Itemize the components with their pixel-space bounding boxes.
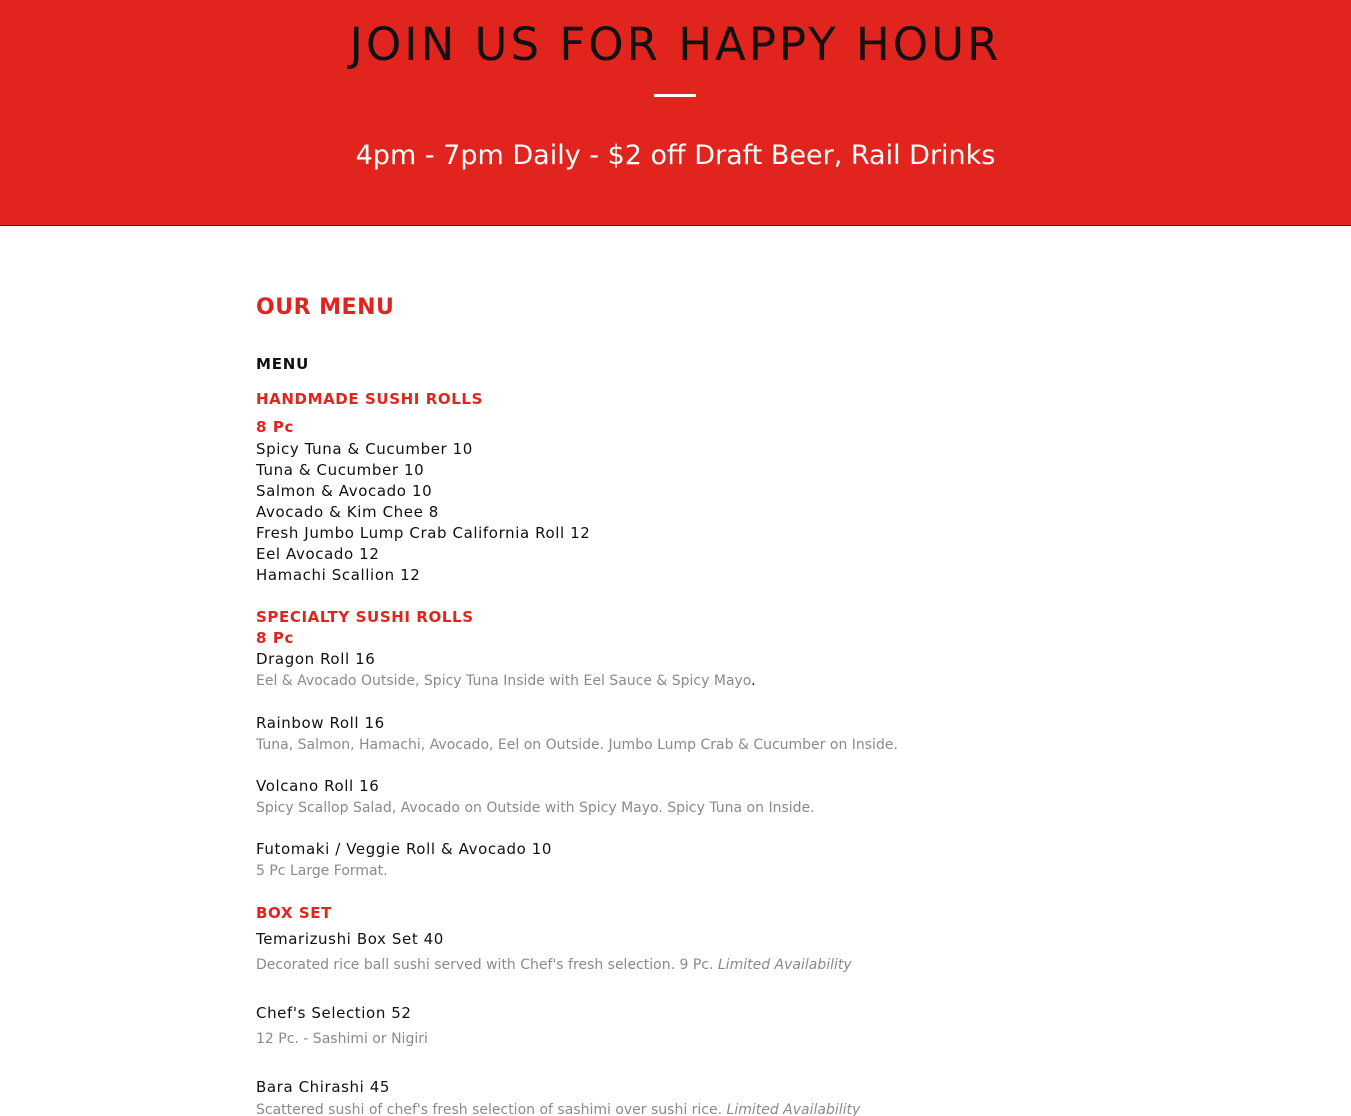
happy-hour-banner: [0, 0, 1351, 226]
menu-item: Tuna & Cucumber 10: [256, 461, 425, 479]
menu-item: Fresh Jumbo Lump Crab California Roll 12: [256, 524, 591, 542]
menu-item-description: Eel & Avocado Outside, Spicy Tuna Inside with Eel Sauce & Spicy Mayo.: [256, 673, 756, 689]
menu-section-title: OUR MENU: [256, 295, 395, 320]
category-specialty-title: SPECIALTY SUSHI ROLLS: [256, 608, 474, 626]
menu-item-name: Dragon Roll 16: [256, 650, 376, 668]
menu-item-description: 12 Pc. - Sashimi or Nigiri: [256, 1031, 428, 1047]
category-box-set-title: BOX SET: [256, 904, 332, 922]
availability-note: Limited Availability: [726, 1102, 861, 1116]
menu-item: Avocado & Kim Chee 8: [256, 503, 439, 521]
happy-hour-details: 4pm - 7pm Daily - $2 off Draft Beer, Rail Drinks: [355, 140, 996, 171]
menu-item: Eel Avocado 12: [256, 545, 380, 563]
menu-item-name: Temarizushi Box Set 40: [256, 930, 444, 948]
happy-hour-title: JOIN US FOR HAPPY HOUR: [349, 18, 1002, 71]
menu-item-description: Decorated rice ball sushi served with Chef's fresh selection. 9 Pc. Limited Availability: [256, 957, 852, 973]
menu-label: MENU: [256, 355, 310, 373]
menu-item: Hamachi Scallion 12: [256, 566, 421, 584]
category-handmade-count: 8 Pc: [256, 418, 294, 436]
menu-item-name: Chef's Selection 52: [256, 1004, 412, 1022]
availability-note: Limited Availability: [717, 957, 852, 973]
menu-item-name: Rainbow Roll 16: [256, 714, 385, 732]
menu-item-description: Tuna, Salmon, Hamachi, Avocado, Eel on Outside. Jumbo Lump Crab & Cucumber on Inside.: [256, 737, 898, 753]
menu-item-description: Scattered sushi of chef's fresh selection of sashimi over sushi rice. Limited Availability: [256, 1102, 861, 1116]
category-handmade-title: HANDMADE SUSHI ROLLS: [256, 390, 483, 408]
menu-item: Salmon & Avocado 10: [256, 482, 433, 500]
title-divider: [654, 94, 696, 97]
menu-item-name: Futomaki / Veggie Roll & Avocado 10: [256, 840, 553, 858]
menu-item-description: Spicy Scallop Salad, Avocado on Outside with Spicy Mayo. Spicy Tuna on Inside.: [256, 800, 815, 816]
category-specialty-count: 8 Pc: [256, 629, 294, 647]
menu-item-name: Volcano Roll 16: [256, 777, 380, 795]
menu-item-description: 5 Pc Large Format.: [256, 863, 388, 879]
menu-item: Spicy Tuna & Cucumber 10: [256, 440, 473, 458]
menu-item-name: Bara Chirashi 45: [256, 1078, 391, 1096]
